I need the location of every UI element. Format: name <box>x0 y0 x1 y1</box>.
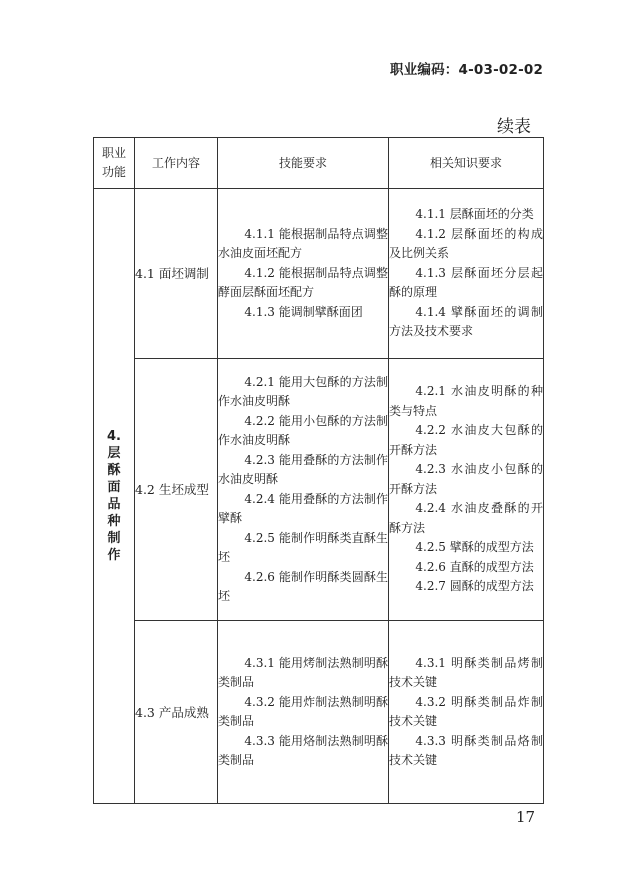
header-function: 职业功能 <box>94 138 135 189</box>
knowledge-item: 4.2.1 水油皮明酥的种类与特点 <box>389 384 543 418</box>
function-name-char: 层 <box>107 446 121 461</box>
function-name-char: 酥 <box>107 463 121 478</box>
knowledge-item: 4.1.2 层酥面坯的构成及比例关系 <box>389 226 543 261</box>
table-row <box>94 621 544 804</box>
page-number: 17 <box>516 808 536 826</box>
function-number: 4. <box>107 429 121 444</box>
skill-item: 4.2.5 能制作明酥类直酥生坯 <box>218 530 388 564</box>
header-knowledge: 相关知识要求 <box>389 138 544 189</box>
knowledge-item: 4.1.1 层酥面坯的分类 <box>415 207 534 222</box>
skills-cell <box>218 359 389 621</box>
skill-item: 4.2.4 能用叠酥的方法制作擘酥 <box>218 491 388 525</box>
occupation-code: 职业编码：4-03-02-02 <box>390 62 544 78</box>
skills-cell <box>218 189 389 359</box>
skill-item: 4.2.1 能用大包酥的方法制作水油皮明酥 <box>218 374 388 408</box>
knowledge-item: 4.2.5 擘酥的成型方法 <box>415 540 534 555</box>
function-name-char: 品 <box>107 497 121 512</box>
function-name-char: 制 <box>107 531 121 546</box>
knowledge-item: 4.2.4 水油皮叠酥的开酥方法 <box>389 501 543 535</box>
knowledge-item: 4.1.4 擘酥面坯的调制方法及技术要求 <box>389 304 543 339</box>
knowledge-cell <box>389 189 544 359</box>
function-name-char: 作 <box>107 548 121 563</box>
knowledge-cell <box>389 621 544 804</box>
knowledge-item: 4.1.3 层酥面坯分层起酥的原理 <box>389 265 543 300</box>
knowledge-item: 4.2.6 直酥的成型方法 <box>415 559 534 574</box>
skill-item: 4.2.2 能用小包酥的方法制作水油皮明酥 <box>218 413 388 447</box>
skill-item: 4.2.6 能制作明酥类圆酥生坯 <box>218 569 388 603</box>
knowledge-item: 4.2.7 圆酥的成型方法 <box>415 579 534 594</box>
table-row <box>94 359 544 621</box>
skill-item: 4.2.3 能用叠酥的方法制作水油皮明酥 <box>218 452 388 486</box>
skills-cell <box>218 621 389 804</box>
skill-item: 4.1.1 能根据制品特点调整水油皮面坯配方 <box>218 226 388 261</box>
work-content: 4.3 产品成熟 <box>135 621 218 804</box>
skill-item: 4.3.3 能用烙制法熟制明酥类制品 <box>218 733 388 767</box>
skill-item: 4.1.2 能根据制品特点调整酵面层酥面坯配方 <box>218 265 388 300</box>
skill-item: 4.1.3 能调制擘酥面团 <box>244 304 363 319</box>
function-name-char: 种 <box>107 514 121 529</box>
skill-item: 4.3.1 能用烤制法熟制明酥类制品 <box>218 655 388 689</box>
header-skills: 技能要求 <box>218 138 389 189</box>
table-row <box>94 189 544 359</box>
work-content: 4.2 生坯成型 <box>135 359 218 621</box>
header-work: 工作内容 <box>135 138 218 189</box>
continued-label: 续表 <box>497 117 531 137</box>
function-cell <box>94 189 135 804</box>
function-name-char: 面 <box>107 480 121 495</box>
table-header-row <box>94 138 544 189</box>
function-name <box>107 445 120 564</box>
knowledge-item: 4.3.2 明酥类制品炸制技术关键 <box>389 694 543 728</box>
work-content: 4.1 面坯调制 <box>135 189 218 359</box>
knowledge-item: 4.2.3 水油皮小包酥的开酥方法 <box>389 462 543 496</box>
knowledge-item: 4.2.2 水油皮大包酥的开酥方法 <box>389 423 543 457</box>
knowledge-cell <box>389 359 544 621</box>
skill-item: 4.3.2 能用炸制法熟制明酥类制品 <box>218 694 388 728</box>
knowledge-item: 4.3.3 明酥类制品烙制技术关键 <box>389 733 543 767</box>
knowledge-item: 4.3.1 明酥类制品烤制技术关键 <box>389 655 543 689</box>
skills-table <box>93 137 544 804</box>
